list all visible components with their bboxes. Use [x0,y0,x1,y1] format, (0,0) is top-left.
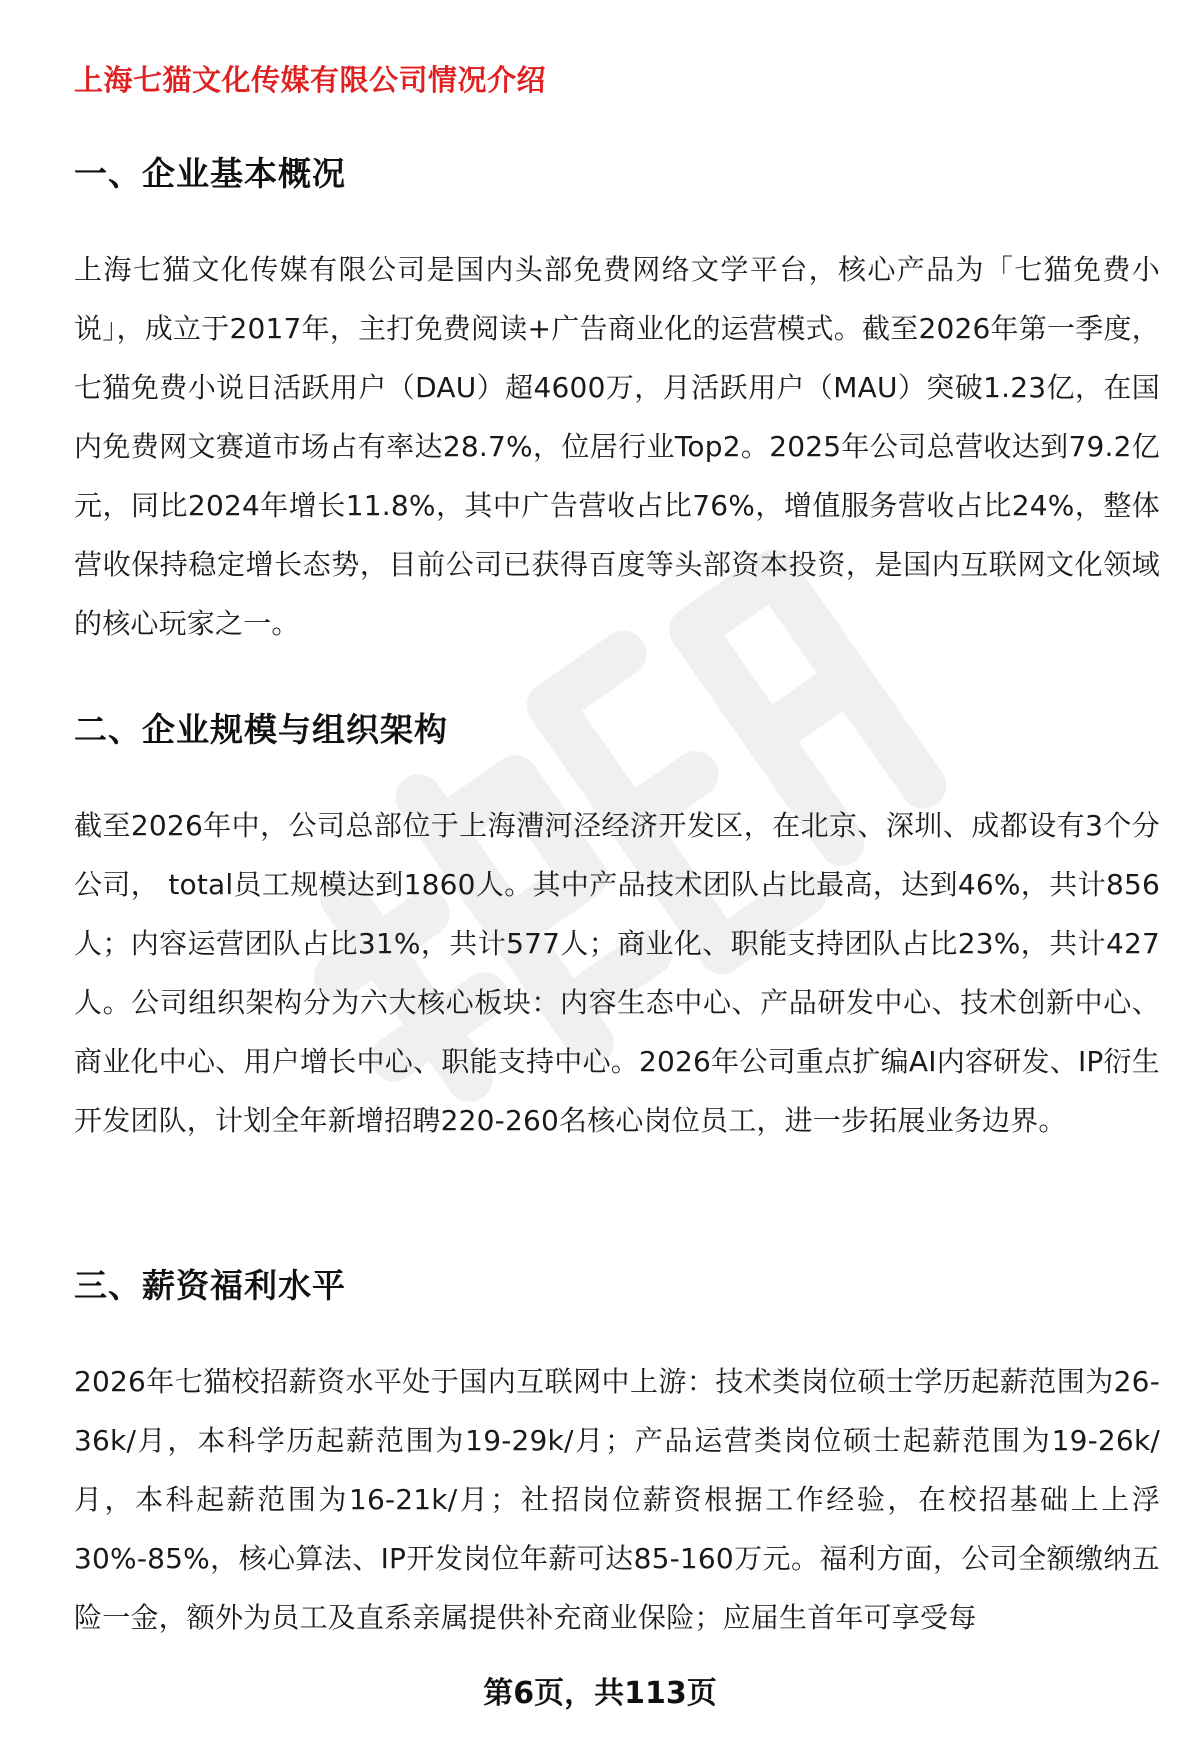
section-heading-organization: 二、企业规模与组织架构 [74,710,448,749]
section-body-compensation: 2026年七猫校招薪资水平处于国内互联网中上游：技术类岗位硕士学历起薪范围为26-36k/月，本科学历起薪范围为19-29k/月；产品运营类岗位硕士起薪范围为19-26k/月，本科起薪范围为16-21k/月；社招岗位薪资根据工作经验，在校招基础上上浮30%-85%，核心算法、IP开发岗位年薪可达85-160万元。福利方面，公司全额缴纳五险一金，额外为员工及直系亲属提供补充商业保险；应届生首年可享受每 [74,1365,1160,1634]
document-content [74,54,1164,1634]
section-heading-compensation: 三、薪资福利水平 [74,1266,346,1305]
document-title: 上海七猫文化传媒有限公司情况介绍 [74,63,547,97]
section-body-organization: 截至2026年中，公司总部位于上海漕河泾经济开发区，在北京、深圳、成都设有3个分公司， total员工规模达到1860人。其中产品技术团队占比最高，达到46%，共计856人；内容运营团队占比31%，共计577人；商业化、职能支持团队占比23%，共计427人。公司组织架构分为六大核心板块：内容生态中心、产品研发中心、技术创新中心、商业化中心、用户增长中心、职能支持中心。2026年公司重点扩编AI内容研发、IP衍生开发团队，计划全年新增招聘220-260名核心岗位员工，进一步拓展业务边界。 [74,809,1160,1137]
page-number-footer: 第6页，共113页 [483,1676,717,1711]
section-body-overview: 上海七猫文化传媒有限公司是国内头部免费网络文学平台，核心产品为「七猫免费小说」，成立于2017年，主打免费阅读+广告商业化的运营模式。截至2026年第一季度，七猫免费小说日活跃用户（DAU）超4600万，月活跃用户（MAU）突破1.23亿，在国内免费网文赛道市场占有率达28.7%，位居行业Top2。2025年公司总营收达到79.2亿元，同比2024年增长11.8%，其中广告营收占比76%，增值服务营收占比24%，整体营收保持稳定增长态势，目前公司已获得百度等头部资本投资，是国内互联网文化领域的核心玩家之一。 [74,253,1160,640]
section-heading-overview: 一、企业基本概况 [74,154,346,193]
